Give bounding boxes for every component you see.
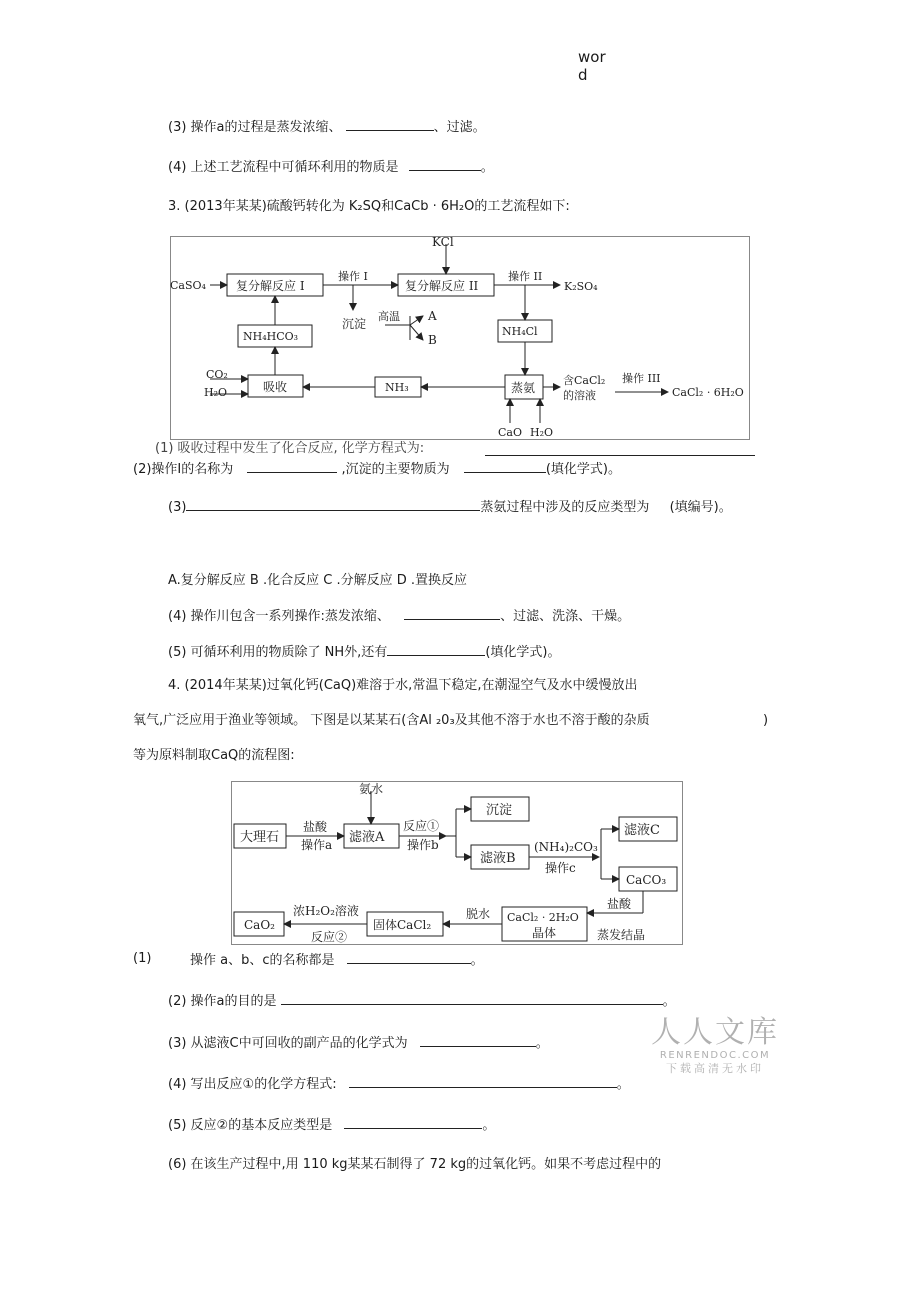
label-reaction1: 反应① [403, 819, 440, 833]
q4-item2: (2) 操作a的目的是 。 [168, 994, 676, 1009]
answer-blank[interactable] [387, 643, 485, 656]
q4-item5: (5) 反应②的基本反应类型是 。 [168, 1118, 496, 1133]
answer-blank[interactable] [281, 992, 663, 1005]
label-nh4-2co3: (NH₄)₂CO₃ [534, 840, 598, 854]
box-filtrate-a-label: 滤液A [349, 830, 385, 845]
q4-intro-line3: 等为原料制取CaQ的流程图: [133, 748, 295, 763]
label-hcl: 盐酸 [303, 820, 328, 834]
q4-intro-line1: 4. (2014年某某)过氧化钙(CaQ)难溶于水,常温下稳定,在潮湿空气及水中缓慢放出 [168, 678, 638, 693]
label-dehydrate: 脱水 [466, 907, 491, 921]
box-absorb-label: 吸收 [263, 380, 288, 394]
box-crystal-label: 晶体 [532, 926, 557, 940]
label-op2: 操作 II [508, 270, 543, 283]
label-precipitate: 沉淀 [342, 317, 367, 331]
box-filtrate-c-label: 滤液C [624, 823, 660, 838]
watermark-slogan: 下载高清无水印 [666, 1062, 764, 1075]
box-caco3-label: CaCO₃ [626, 873, 667, 887]
q3-intro: 3. (2013年某某)硫酸钙转化为 K₂SQ和CaCb · 6H₂O的工艺流程如下: [168, 199, 570, 214]
label-product: CaCl₂ · 6H₂O [672, 386, 744, 399]
box-nh3-label: NH₃ [385, 381, 409, 394]
answer-blank[interactable] [344, 1116, 482, 1129]
q4-intro-line2: 氧气,广泛应用于渔业等领域。 下图是以某某石(含Al ₂0₃及其他不溶于水也不溶于酸的杂质 [133, 713, 650, 728]
label-op1: 操作 I [338, 270, 368, 283]
box-nh4hco3-label: NH₄HCO₃ [243, 330, 299, 343]
label-h2o-in: H₂O [204, 386, 228, 399]
answer-line[interactable] [485, 455, 755, 456]
label-cao: CaO [498, 426, 522, 439]
label-solution: 的溶液 [563, 389, 596, 402]
q3-item1: (1) 吸收过程中发生了化合反应, 化学方程式为: [155, 441, 425, 456]
q4-process-diagram [231, 781, 683, 945]
label-contains-cacl2: 含CaCl₂ [563, 374, 606, 387]
q3-options: A.复分解反应 B .化合反应 C .分解反应 D .置换反应 [168, 573, 467, 588]
header-word: wor d [578, 48, 606, 84]
label-h2o2: 浓H₂O₂溶液 [293, 904, 359, 918]
answer-blank[interactable] [464, 460, 546, 473]
q4-item1-num: (1) [133, 951, 152, 966]
watermark-logo [640, 1016, 790, 1076]
box1-label: 复分解反应 I [236, 279, 305, 293]
q4-item1: 操作 a、b、c的名称都是 。 [190, 953, 484, 968]
label-h2o-bottom: H₂O [530, 426, 554, 439]
box-cacl2-2h2o-label: CaCl₂ · 2H₂O [507, 911, 579, 924]
q3-item2: (2)操作I的名称为 ,沉淀的主要物质为 (填化学式)。 [133, 462, 621, 477]
label-co2: CO₂ [206, 368, 228, 381]
q4-item4: (4) 写出反应①的化学方程式: 。 [168, 1077, 630, 1092]
answer-blank[interactable] [420, 1034, 536, 1047]
box-marble-label: 大理石 [240, 830, 280, 845]
q3-item4: (4) 操作川包含一系列操作:蒸发浓缩、 、过滤、洗涤、干燥。 [168, 609, 631, 624]
label-evaporate: 蒸发结晶 [597, 928, 646, 942]
label-caso4: CaSO₄ [170, 279, 206, 292]
answer-blank[interactable] [346, 118, 434, 131]
box-precipitate-label: 沉淀 [486, 803, 513, 818]
answer-blank[interactable] [409, 158, 481, 171]
box-solid-cacl2-label: 固体CaCl₂ [373, 918, 432, 932]
q2-item3: (3) 操作a的过程是蒸发浓缩、 、过滤。 [168, 120, 486, 135]
label-op3: 操作 III [622, 372, 661, 385]
label-op-b: 操作b [407, 838, 439, 852]
label-b: B [428, 333, 437, 347]
answer-blank[interactable] [247, 460, 337, 473]
label-kcl: KCl [432, 236, 454, 249]
answer-blank[interactable] [347, 951, 471, 964]
answer-blank[interactable] [349, 1075, 617, 1088]
box2-label: 复分解反应 II [405, 279, 479, 293]
label-reaction2: 反应② [311, 930, 348, 944]
watermark-site: RENRENDOC.COM [659, 1050, 771, 1061]
q4-item3: (3) 从滤液C中可回收的副产品的化学式为 。 [168, 1036, 549, 1051]
box-cao2-label: CaO₂ [244, 918, 275, 932]
label-k2so4: K₂SO₄ [564, 280, 598, 293]
box-filtrate-b-label: 滤液B [480, 851, 516, 866]
label-op-c: 操作c [545, 861, 576, 875]
q3-item5: (5) 可循环利用的物质除了 NH外,还有 (填化学式)。 [168, 645, 561, 660]
label-op-a: 操作a [301, 838, 333, 852]
label-ammonia-water: 氨水 [359, 782, 384, 796]
watermark-title: 人人文库 [651, 1015, 779, 1050]
q4-item6: (6) 在该生产过程中,用 110 kg某某石制得了 72 kg的过氧化钙。如果不考虑过程中的 [168, 1157, 662, 1172]
box-nh4cl-label: NH₄Cl [502, 325, 538, 338]
box-steam-ammonia-label: 蒸氨 [511, 381, 536, 395]
label-hcl-2: 盐酸 [607, 897, 632, 911]
diagram-frame [232, 782, 683, 945]
q3-process-diagram [170, 236, 750, 440]
label-high-temp: 高温 [378, 310, 400, 323]
answer-blank[interactable] [404, 607, 500, 620]
q2-item4: (4) 上述工艺流程中可循环利用的物质是 。 [168, 160, 494, 175]
answer-blank[interactable] [186, 498, 480, 511]
label-a: A [428, 309, 437, 323]
q4-intro-line2-end: ) [763, 713, 769, 728]
q3-item3: (3) 蒸氨过程中涉及的反应类型为 (填编号)。 [168, 500, 732, 515]
